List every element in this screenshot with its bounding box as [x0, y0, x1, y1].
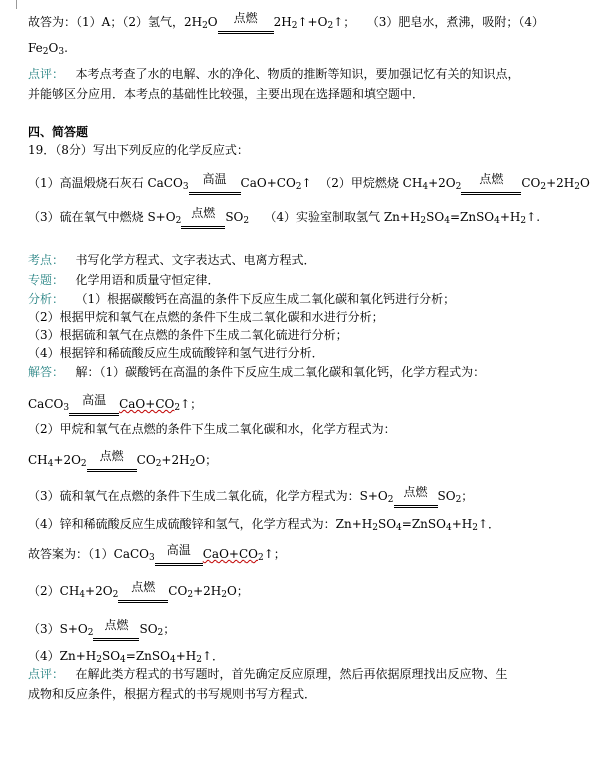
subscript: 4 [169, 655, 176, 665]
text: （3）硫在氧气中燃烧 S+O [28, 210, 176, 224]
subscript: 2 [455, 182, 462, 192]
text: （3）S+O [28, 622, 88, 636]
subscript: 3 [58, 47, 65, 57]
text: =ZnSO [449, 210, 495, 224]
subscript: 2 [187, 590, 194, 600]
text: 在解此类方程式的书写题时，首先确定反应原理，然后再依据原理找出反应物、生 [75, 667, 508, 681]
fenxi-line1 [28, 291, 455, 307]
comment2-label: 点评： [28, 667, 65, 681]
text: CaO+CO [202, 547, 258, 561]
text: . [64, 41, 68, 55]
text: （4）实验室制取氢气 Zn+H [264, 210, 421, 224]
text: CaO+CO [240, 176, 296, 190]
subscript: 2 [327, 21, 334, 31]
zhuanti-line [28, 272, 219, 288]
fenxi-line2 [28, 309, 384, 325]
subscript: 2 [574, 182, 580, 192]
text: O [580, 176, 590, 190]
condition: 高温 [166, 543, 191, 557]
text: ； [163, 622, 176, 636]
solution-p4 [28, 516, 500, 536]
solution-eq1 [28, 393, 203, 416]
equals-bar [181, 226, 225, 229]
equals-bar [69, 413, 119, 416]
text: ↑． [477, 517, 501, 531]
text: （2）甲烷燃烧 CH [319, 176, 423, 190]
subscript: 4 [445, 523, 452, 533]
subscript: 2 [174, 403, 181, 413]
condition-arrow [118, 580, 168, 603]
subscript: 4 [120, 655, 126, 665]
subscript: 4 [47, 459, 54, 469]
subscript: 2 [175, 216, 182, 226]
solution-label: 解答： [28, 365, 65, 379]
subscript: 2 [455, 495, 462, 505]
subscript: 2 [87, 628, 94, 638]
comment-line2 [28, 86, 424, 102]
page-corner-mark [8, 0, 17, 9]
text: （4）Zn+H [28, 649, 97, 663]
text: 2H [273, 15, 292, 29]
condition: 点燃 [403, 485, 428, 499]
subscript: 2 [291, 21, 298, 31]
text: O； [195, 453, 218, 467]
text: 解：（1）碳酸钙在高温的条件下反应生成二氧化碳和氧化钙，化学方程式为： [75, 365, 486, 379]
subscript: 2 [80, 459, 87, 469]
final-answer-label: 故答案为： [28, 547, 89, 561]
text: +H [175, 649, 197, 663]
kaodian-label: 考点： [28, 253, 65, 267]
prev-answer-line2 [28, 40, 68, 60]
squiggle-text [119, 397, 174, 411]
subscript: 2 [295, 182, 302, 192]
text: （1）高温煅烧石灰石 CaCO [28, 176, 183, 190]
section-title [28, 124, 88, 140]
condition: 点燃 [233, 11, 258, 25]
solution-intro [28, 364, 485, 380]
final-answer-line2 [28, 580, 249, 603]
condition-arrow [69, 393, 119, 416]
text: SO [101, 649, 121, 663]
equals-bar [118, 600, 168, 603]
subscript: 2 [540, 182, 547, 192]
text: +2H [161, 453, 190, 467]
text: （3）根据硫和氧气在点燃的条件下生成二氧化硫进行分析； [28, 328, 348, 342]
subscript: 2 [189, 459, 196, 469]
fenxi-line4 [28, 345, 324, 361]
text: （3）硫和氧气在点燃的条件下生成二氧化硫，化学方程式为：S+O [28, 489, 388, 503]
text: SO [437, 489, 456, 503]
subscript: 3 [63, 403, 70, 413]
text: CO [521, 176, 541, 190]
subscript: 4 [422, 182, 429, 192]
equals-bar [394, 505, 438, 508]
text: （1）A；（2）氢气，2H [76, 15, 203, 29]
condition-arrow [93, 618, 139, 641]
text: 并能够区分应用．本考点的基础性比较强，主要出现在选择题和填空题中． [28, 87, 425, 101]
final-answer-line3 [28, 618, 176, 641]
condition-arrow [87, 449, 137, 472]
question-19-line2 [28, 206, 541, 229]
subscript: 2 [472, 523, 478, 533]
comment2-line1 [28, 666, 507, 682]
text: SO [426, 210, 445, 224]
text: SO [139, 622, 158, 636]
subscript: 4 [444, 216, 450, 226]
text: O； [226, 584, 249, 598]
text: （2）根据甲烷和氧气在点燃的条件下生成二氧化碳和水进行分析； [28, 310, 384, 324]
condition: 点燃 [131, 580, 156, 594]
equals-bar [155, 563, 203, 566]
equals-bar [218, 31, 274, 34]
comment-line1 [28, 66, 519, 82]
text: ↑+O [297, 15, 328, 29]
condition: 高温 [82, 393, 107, 407]
final-answer-line4 [28, 648, 224, 668]
text: +2H [193, 584, 222, 598]
fenxi-line3 [28, 327, 348, 343]
text: +2O [428, 176, 456, 190]
subscript: 2 [258, 553, 264, 563]
text: 四、简答题 [28, 125, 89, 139]
subscript: 2 [520, 216, 527, 226]
subscript: 3 [182, 182, 189, 192]
equals-bar [189, 192, 241, 195]
condition: 点燃 [99, 449, 124, 463]
text: CaO+CO [119, 397, 175, 411]
subscript: 4 [396, 523, 402, 533]
question-19-header [28, 142, 249, 158]
subscript: 2 [221, 590, 227, 600]
condition: 点燃 [191, 206, 216, 220]
text: Fe [28, 41, 43, 55]
squiggle-text [203, 547, 258, 561]
text: 成物和反应条件，根据方程式的书写规则书写方程式． [28, 687, 317, 701]
text: 本考点考查了水的电解、水的净化、物质的推断等知识，要加强记忆有关的知识点， [75, 67, 520, 81]
text: ↑． [201, 649, 225, 663]
subscript: 2 [387, 495, 394, 505]
kaodian-line [28, 252, 315, 268]
subscript: 4 [494, 216, 500, 226]
prev-answer-label: 故答为： [28, 15, 77, 29]
final-answer-line1 [28, 543, 286, 566]
text: 19．（8分）写出下列反应的化学反应式： [28, 143, 249, 157]
solution-eq2 [28, 449, 218, 472]
subscript: 4 [79, 590, 86, 600]
text: （4）根据锌和稀硫酸反应生成硫酸锌和氢气进行分析． [28, 346, 324, 360]
zhuanti-label: 专题： [28, 273, 65, 287]
question-19-line1 [28, 172, 590, 195]
condition-arrow [218, 11, 274, 34]
fenxi-label: 分析： [28, 292, 65, 306]
text: （2）甲烷和氧气在点燃的条件下生成二氧化碳和水，化学方程式为： [28, 422, 396, 436]
subscript: 2 [157, 628, 164, 638]
subscript: 3 [149, 553, 155, 563]
text: O [207, 15, 218, 29]
condition: 点燃 [479, 172, 504, 186]
condition-arrow [181, 206, 225, 229]
subscript: 2 [42, 47, 49, 57]
condition: 高温 [202, 172, 227, 186]
subscript: 2 [155, 459, 162, 469]
text: +2O [85, 584, 113, 598]
text: SO [225, 210, 244, 224]
text: （2）CH [28, 584, 80, 598]
solution-p2 [28, 421, 396, 437]
subscript: 2 [202, 21, 208, 31]
text: CO [136, 453, 156, 467]
subscript: 2 [196, 655, 202, 665]
condition-arrow [461, 172, 521, 195]
subscript: 2 [112, 590, 119, 600]
subscript: 2 [96, 655, 102, 665]
text: 化学用语和质量守恒定律． [75, 273, 220, 287]
condition-arrow [155, 543, 203, 566]
text: （4）锌和稀硫酸反应生成硫酸锌和氢气，化学方程式为：Zn+H [28, 517, 373, 531]
condition-arrow [189, 172, 241, 195]
text: （1）CaCO [88, 547, 150, 561]
equals-bar [93, 638, 139, 641]
text: +2H [546, 176, 575, 190]
comment-label: 点评： [28, 67, 65, 81]
text: ↑； [180, 397, 203, 411]
text: SO [377, 517, 397, 531]
text: CO [168, 584, 188, 598]
text: =ZnSO [125, 649, 170, 663]
text: ↑ [301, 176, 312, 190]
comment2-line2 [28, 686, 316, 702]
text: 书写化学方程式、文字表达式、电离方程式． [75, 253, 316, 267]
text: ↑； [333, 15, 356, 29]
text: +2O [53, 453, 81, 467]
subscript: 2 [372, 523, 378, 533]
text: ↑. [526, 210, 541, 224]
text: CaCO [28, 397, 64, 411]
subscript: 2 [420, 216, 427, 226]
condition-arrow [394, 485, 438, 508]
text: O [48, 41, 59, 55]
equals-bar [461, 192, 521, 195]
equals-bar [87, 469, 137, 472]
text: （1）根据碳酸钙在高温的条件下反应生成二氧化碳和氧化钙进行分析； [75, 292, 456, 306]
solution-p3 [28, 485, 474, 508]
text: CH [28, 453, 48, 467]
text: +H [499, 210, 521, 224]
text: =ZnSO [401, 517, 446, 531]
text: +H [451, 517, 473, 531]
text: （3）肥皂水，煮沸，吸附；（4） [366, 15, 544, 29]
subscript: 2 [243, 216, 250, 226]
text: ； [461, 489, 474, 503]
condition: 点燃 [104, 618, 129, 632]
prev-answer-line [28, 11, 544, 34]
text: ↑； [263, 547, 286, 561]
